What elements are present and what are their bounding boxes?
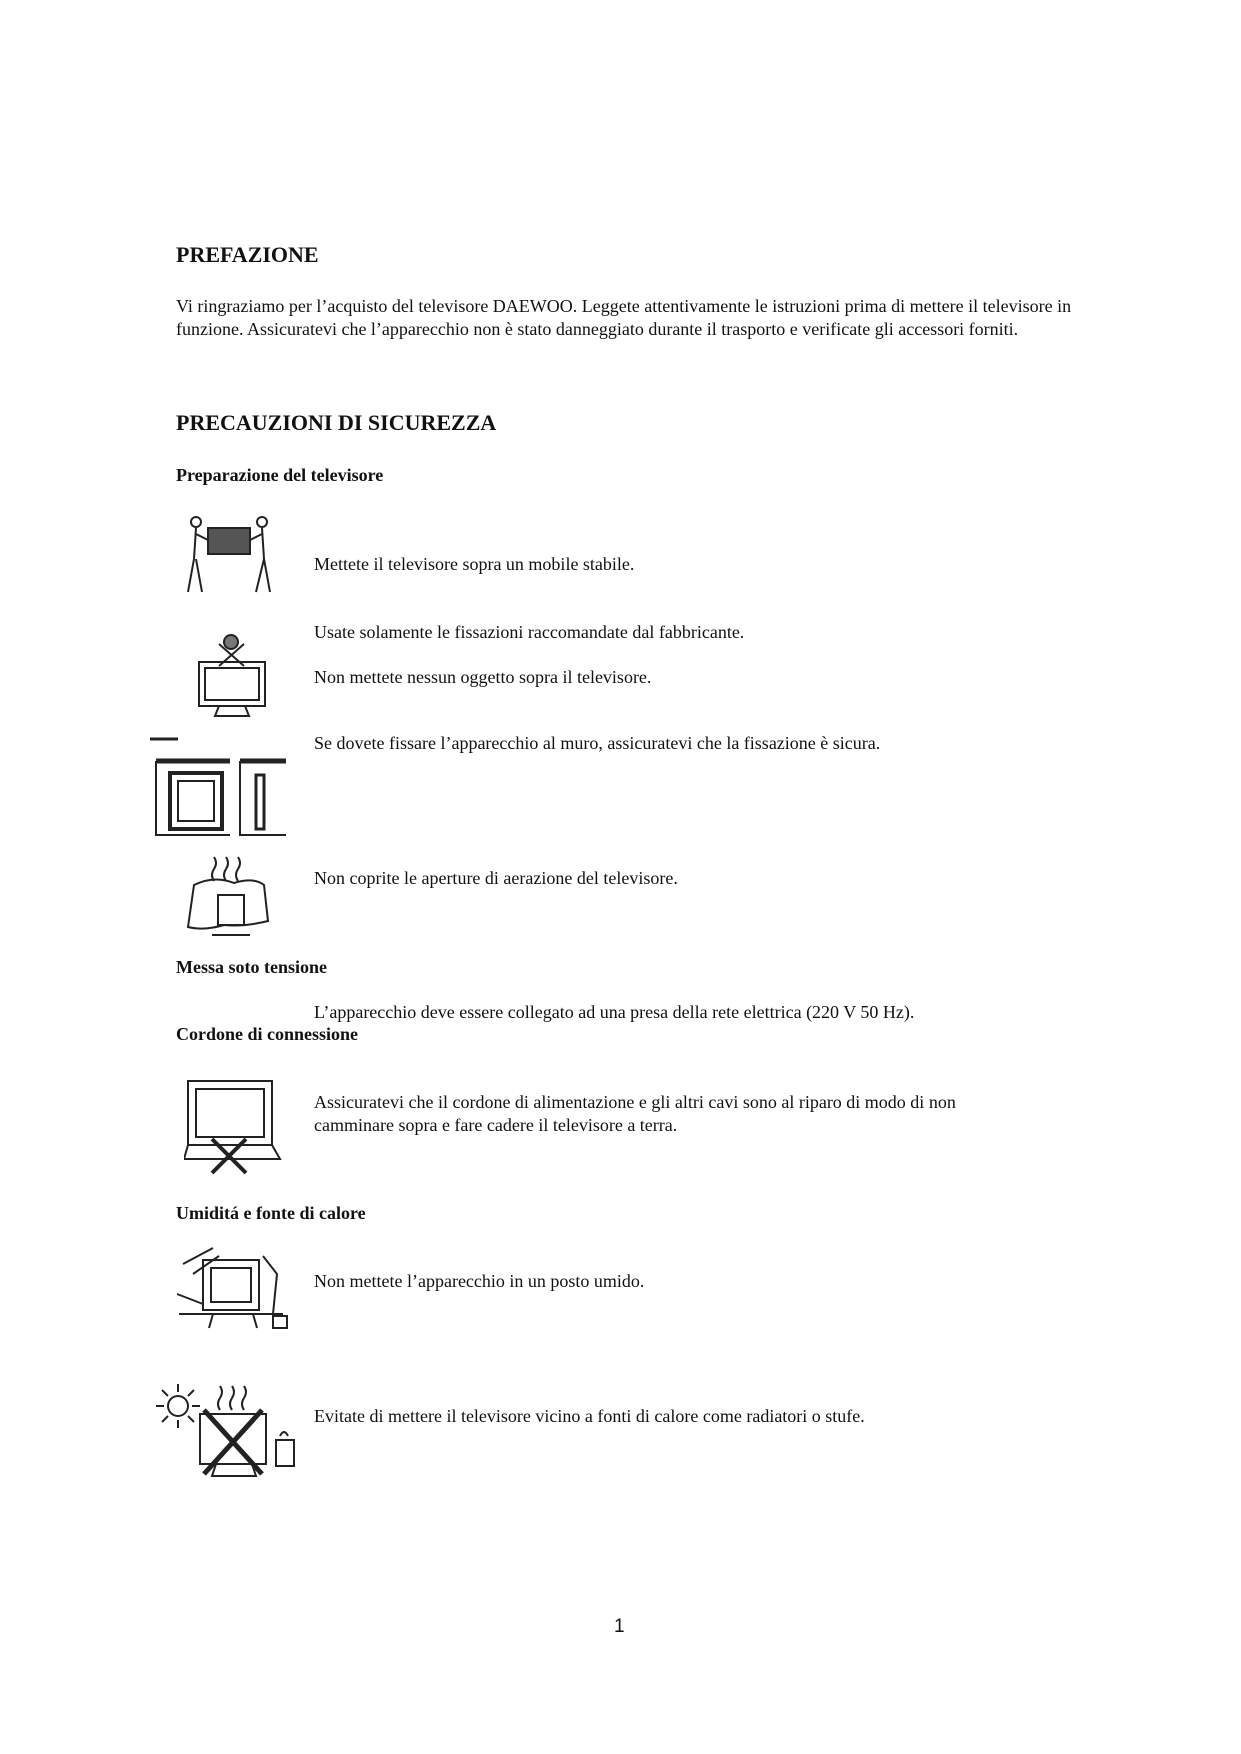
heat-source-hazard-icon	[156, 1380, 302, 1480]
no-object-on-tv-icon	[189, 630, 274, 720]
prefazione-paragraph: Vi ringraziamo per l’acquisto del televisore DAEWOO. Leggete attentivamente le istruzioni prima di mettere il televisore in funzione. Assicuratevi che l’apparecchio non è stato danneggiato durante il trasporto e verificate gli accessori forniti.	[176, 296, 1072, 339]
heading-precauzioni: PRECAUZIONI DI SICUREZZA	[176, 410, 497, 435]
people-carrying-tv-icon	[184, 514, 274, 596]
subheading-tensione: Messa soto tensione	[176, 957, 327, 977]
cordone-text: Assicuratevi che il cordone di alimentazione e gli altri cavi sono al riparo di modo di non camminare sopra e fare cadere il televisore a terra.	[314, 1092, 956, 1135]
subheading-cordone: Cordone di connessione	[176, 1024, 359, 1044]
item-nessun-oggetto: Non mettete nessun oggetto sopra il televisore.	[314, 667, 652, 687]
item-fissare-muro: Se dovete fissare l’apparecchio al muro, assicuratevi che la fissazione è sicura.	[314, 733, 881, 753]
item-fonti-calore: Evitate di mettere il televisore vicino a fonti di calore come radiatori o stufe.	[314, 1406, 865, 1426]
page-number: 1	[614, 1616, 625, 1637]
humidity-hazard-icon	[173, 1244, 293, 1332]
ventilation-openings-icon	[184, 855, 276, 939]
tensione-text: L’apparecchio deve essere collegato ad una presa della rete elettrica (220 V 50 Hz).	[314, 1002, 915, 1022]
wall-mount-clearance-icon	[148, 735, 288, 839]
item-aerazione: Non coprite le aperture di aerazione del televisore.	[314, 868, 678, 888]
subheading-preparazione: Preparazione del televisore	[176, 465, 384, 485]
item-mobile-stabile: Mettete il televisore sopra un mobile stabile.	[314, 554, 635, 574]
item-umido: Non mettete l’apparecchio in un posto umido.	[314, 1271, 645, 1291]
item-fissazioni: Usate solamente le fissazioni raccomandate dal fabbricante.	[314, 622, 745, 642]
heading-prefazione: PREFAZIONE	[176, 242, 319, 267]
subheading-umidita: Umiditá e fonte di calore	[176, 1203, 366, 1223]
tv-cable-hazard-icon	[184, 1077, 284, 1175]
